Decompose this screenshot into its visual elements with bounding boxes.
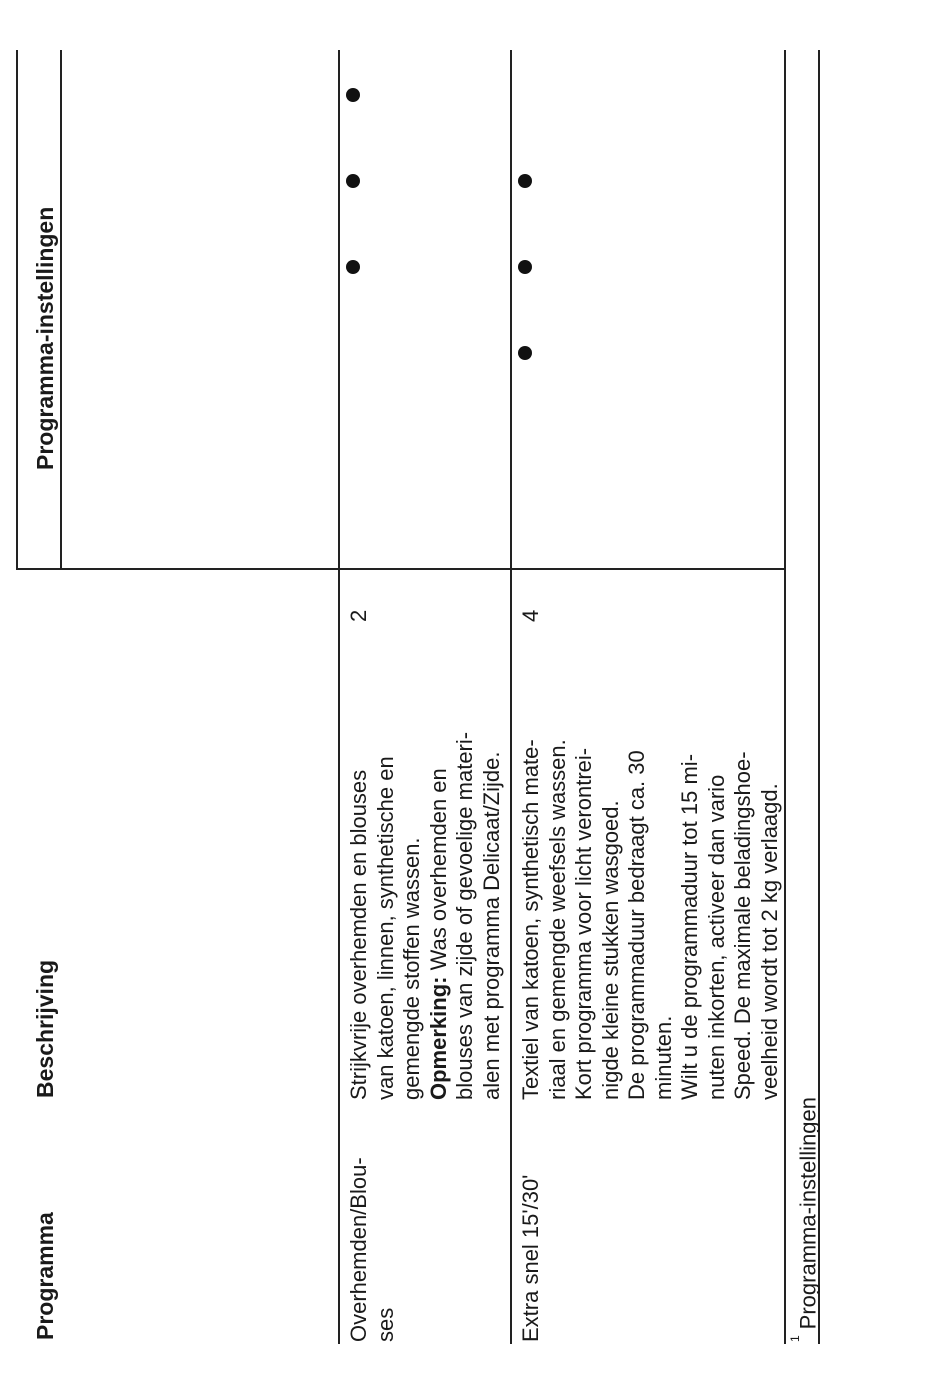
row1-setting-dot-4 (346, 88, 360, 102)
row1-description (346, 732, 505, 1100)
rule-header-bottom (338, 50, 340, 1344)
row2-desc-line-10: veelheid wordt tot 2 kg verlaagd. (756, 783, 782, 1100)
row1-note-line-2: blouses van zijde of gevoelige materi- (452, 731, 477, 1100)
footnote-marker: 1 (788, 1335, 802, 1342)
rule-header-top (16, 50, 18, 570)
rule-table-bottom (784, 50, 786, 1344)
row1-program: Overhemden/Blou- ses (346, 1157, 398, 1342)
row1-desc-line-3: gemengde stoffen wassen. (399, 837, 424, 1100)
row2-desc-line-4: nigde kleine stukken wasgoed. (597, 800, 623, 1100)
header-program: Programma (32, 1212, 58, 1340)
header-description: Beschrijving (32, 959, 58, 1098)
row1-note-text-1: Was overhemden en (425, 768, 451, 977)
row1-note-line-3: alen met programma Delicaat/Zijde. (478, 751, 504, 1100)
row2-description (518, 739, 783, 1100)
row2-desc-line-5: De programmaduur bedraagt ca. 30 (624, 750, 649, 1100)
row2-setting-dot-1 (518, 346, 532, 360)
row2-setting-dot-2 (518, 260, 532, 274)
row2-setting-dot-3 (518, 174, 532, 188)
footnote (790, 1097, 821, 1342)
row2-number: 4 (518, 609, 543, 622)
row1-note-line-1 (426, 732, 453, 1100)
row1-desc-line-1: Strijkvrije overhemden en blouses (346, 769, 371, 1100)
header-settings: Programma-instellingen (32, 206, 58, 470)
row2-desc-line-7: Wilt u de programmaduur tot 15 mi- (677, 753, 702, 1100)
row1-setting-dot-3 (346, 174, 360, 188)
row1-number: 2 (346, 609, 371, 622)
row1-desc-line-2: van katoen, linnen, synthetische en (372, 756, 398, 1100)
row2-desc-line-8: nuten inkorten, activeer dan vario (703, 774, 729, 1100)
footnote-text: Programma-instellingen (795, 1096, 821, 1330)
rule-row-divider (510, 50, 512, 1344)
row1-note-label: Opmerking: (425, 976, 451, 1100)
row2-desc-line-9: Speed. De maximale beladingshoe- (730, 751, 755, 1100)
rule-settings-sub (60, 50, 62, 570)
row2-desc-line-6: minuten. (650, 1015, 676, 1100)
row2-program: Extra snel 15'/30' (518, 1174, 543, 1342)
row2-desc-line-3: Kort programma voor licht verontrei- (571, 747, 596, 1100)
row2-desc-line-1: Textiel van katoen, synthetisch mate- (518, 739, 543, 1100)
rule-desc-settings-divider (16, 568, 786, 570)
row2-desc-line-2: riaal en gemengde weefsels wassen. (544, 739, 570, 1100)
row1-setting-dot-2 (346, 260, 360, 274)
